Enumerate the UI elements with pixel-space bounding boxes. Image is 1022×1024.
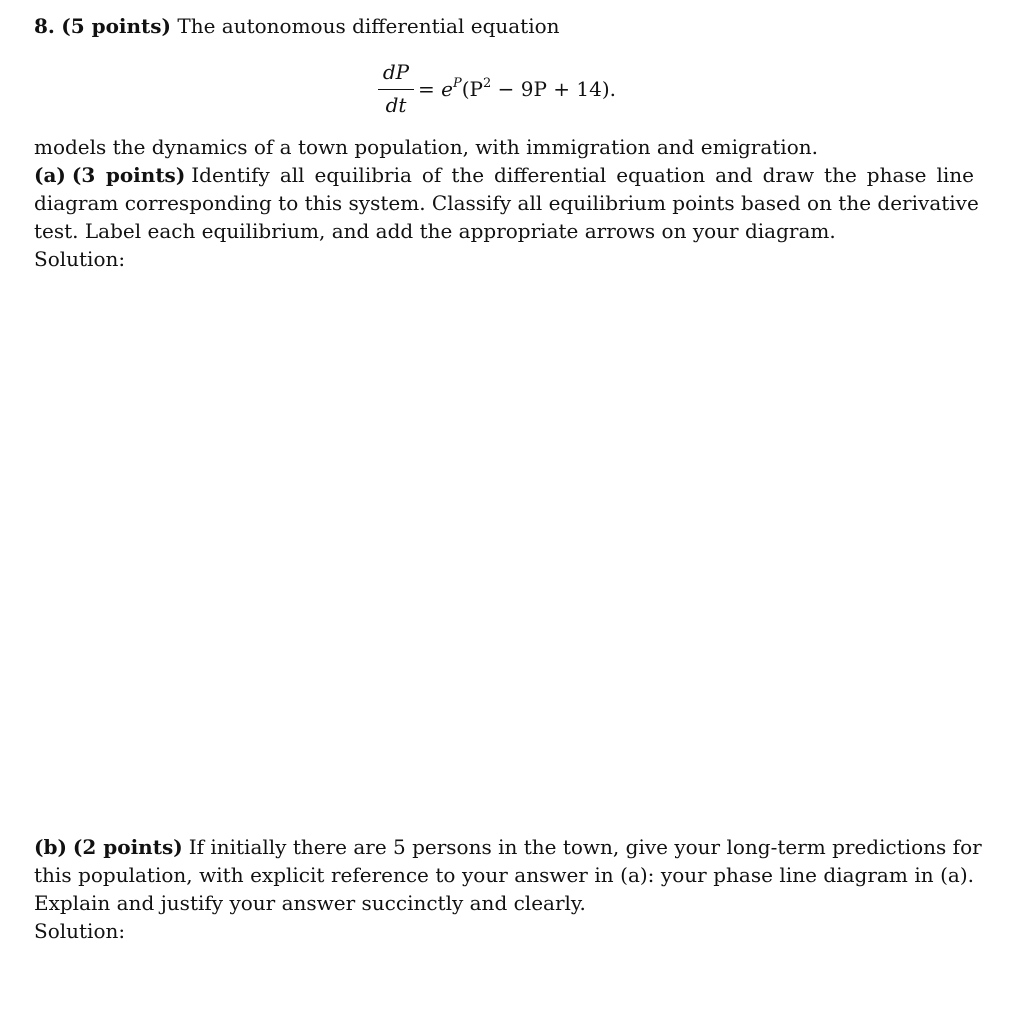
- equation-right-side: [418, 76, 617, 101]
- fraction-numerator: dP: [382, 60, 410, 84]
- exp-exponent: P: [452, 76, 462, 91]
- part-a-points: (3 points): [71, 163, 186, 187]
- part-a-answer-space[interactable]: [34, 280, 974, 825]
- part-b-line-2: this population, with explicit reference to your answer in (a): your phase line diagram in (a).: [34, 863, 974, 887]
- question-number: 8.: [34, 14, 55, 38]
- part-b-solution-label: Solution:: [34, 919, 126, 943]
- question-intro: The autonomous differential equation: [177, 14, 560, 38]
- part-b-text-1: If initially there are 5 persons in the town, give your long-term predictions for: [188, 835, 982, 859]
- exp-base: e: [441, 77, 453, 101]
- part-b-line-3: Explain and justify your answer succinctly and clearly.: [34, 891, 586, 915]
- paren-open: (P: [461, 77, 483, 101]
- part-b-label: (b): [34, 835, 67, 859]
- part-a-text-1: Identify all equilibria of the differential equation and draw the phase line: [191, 163, 974, 187]
- part-a-solution-label: Solution:: [34, 247, 126, 271]
- part-a-line-2: diagram corresponding to this system. Classify all equilibrium points based on the derivative: [34, 191, 979, 215]
- square-power: 2: [482, 76, 492, 91]
- part-b-answer-space[interactable]: [34, 950, 974, 1020]
- question-points: (5 points): [61, 14, 172, 38]
- part-b-line-1: [34, 833, 982, 861]
- fraction-denominator: dt: [385, 93, 407, 117]
- part-a-label: (a): [34, 163, 66, 187]
- question-context: models the dynamics of a town population, with immigration and emigration.: [34, 135, 818, 159]
- question-header: [34, 12, 974, 40]
- equals-sign: =: [418, 77, 435, 101]
- part-a-line-1: [34, 161, 974, 189]
- part-b-points: (2 points): [72, 835, 183, 859]
- part-a-line-3: test. Label each equilibrium, and add the appropriate arrows on your diagram.: [34, 219, 836, 243]
- fraction-bar: [378, 89, 414, 90]
- polynomial-rest: − 9P + 14).: [491, 77, 617, 101]
